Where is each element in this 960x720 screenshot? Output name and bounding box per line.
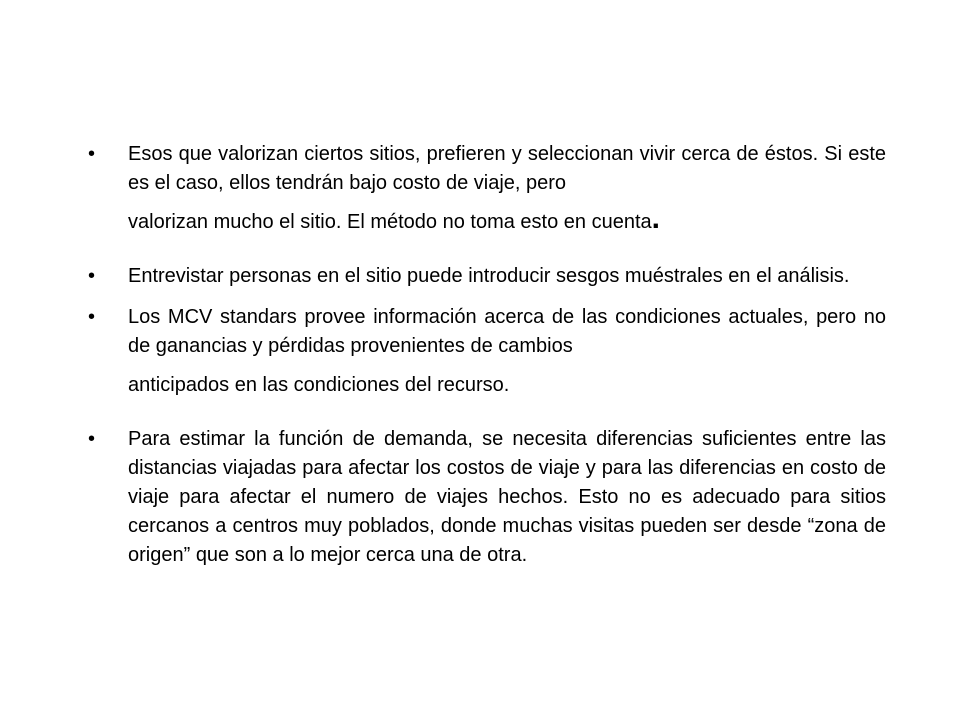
bullet-text: Entrevistar personas en el sitio puede introducir sesgos muéstrales en el análisis.: [128, 265, 850, 287]
bullet-text-continued: anticipados en las condiciones del recurso.: [128, 374, 510, 396]
bullet-list: [88, 140, 886, 570]
bullet-icon: •: [88, 143, 96, 165]
bullet-item-mcv-standards: [88, 303, 886, 413]
bullet-icon: •: [88, 306, 96, 328]
bullet-item-demand-function: [88, 425, 886, 570]
bullet-item-sampling-bias: [88, 262, 886, 291]
bullet-text: Para estimar la función de demanda, se necesita diferencias suficientes entre las distancias viajadas para afectar los costos de viaje y para las diferencias en costo de viaje para afectar el numero de viajes hechos. Esto no es adecuado para sitios cercanos a centros muy poblados, donde muchas visitas pueden ser desde “zona de origen” que son a lo mejor cerca una de otra.: [128, 428, 886, 566]
bullet-text: Esos que valorizan ciertos sitios, prefieren y seleccionan vivir cerca de éstos. Si este es el caso, ellos tendrán bajo costo de viaje, pero: [128, 143, 886, 194]
bullet-text-tail: valorizan mucho el sitio. El método no toma esto en cuenta: [128, 211, 652, 233]
bullet-icon: •: [88, 428, 96, 450]
bullet-item-valuation: [88, 140, 886, 250]
large-period: .: [651, 202, 660, 235]
bullet-text: Los MCV standars provee información acerca de las condiciones actuales, pero no de ganancias y pérdidas provenientes de cambios: [128, 306, 886, 357]
bullet-icon: •: [88, 265, 96, 287]
bullet-text-continued: [128, 194, 886, 250]
